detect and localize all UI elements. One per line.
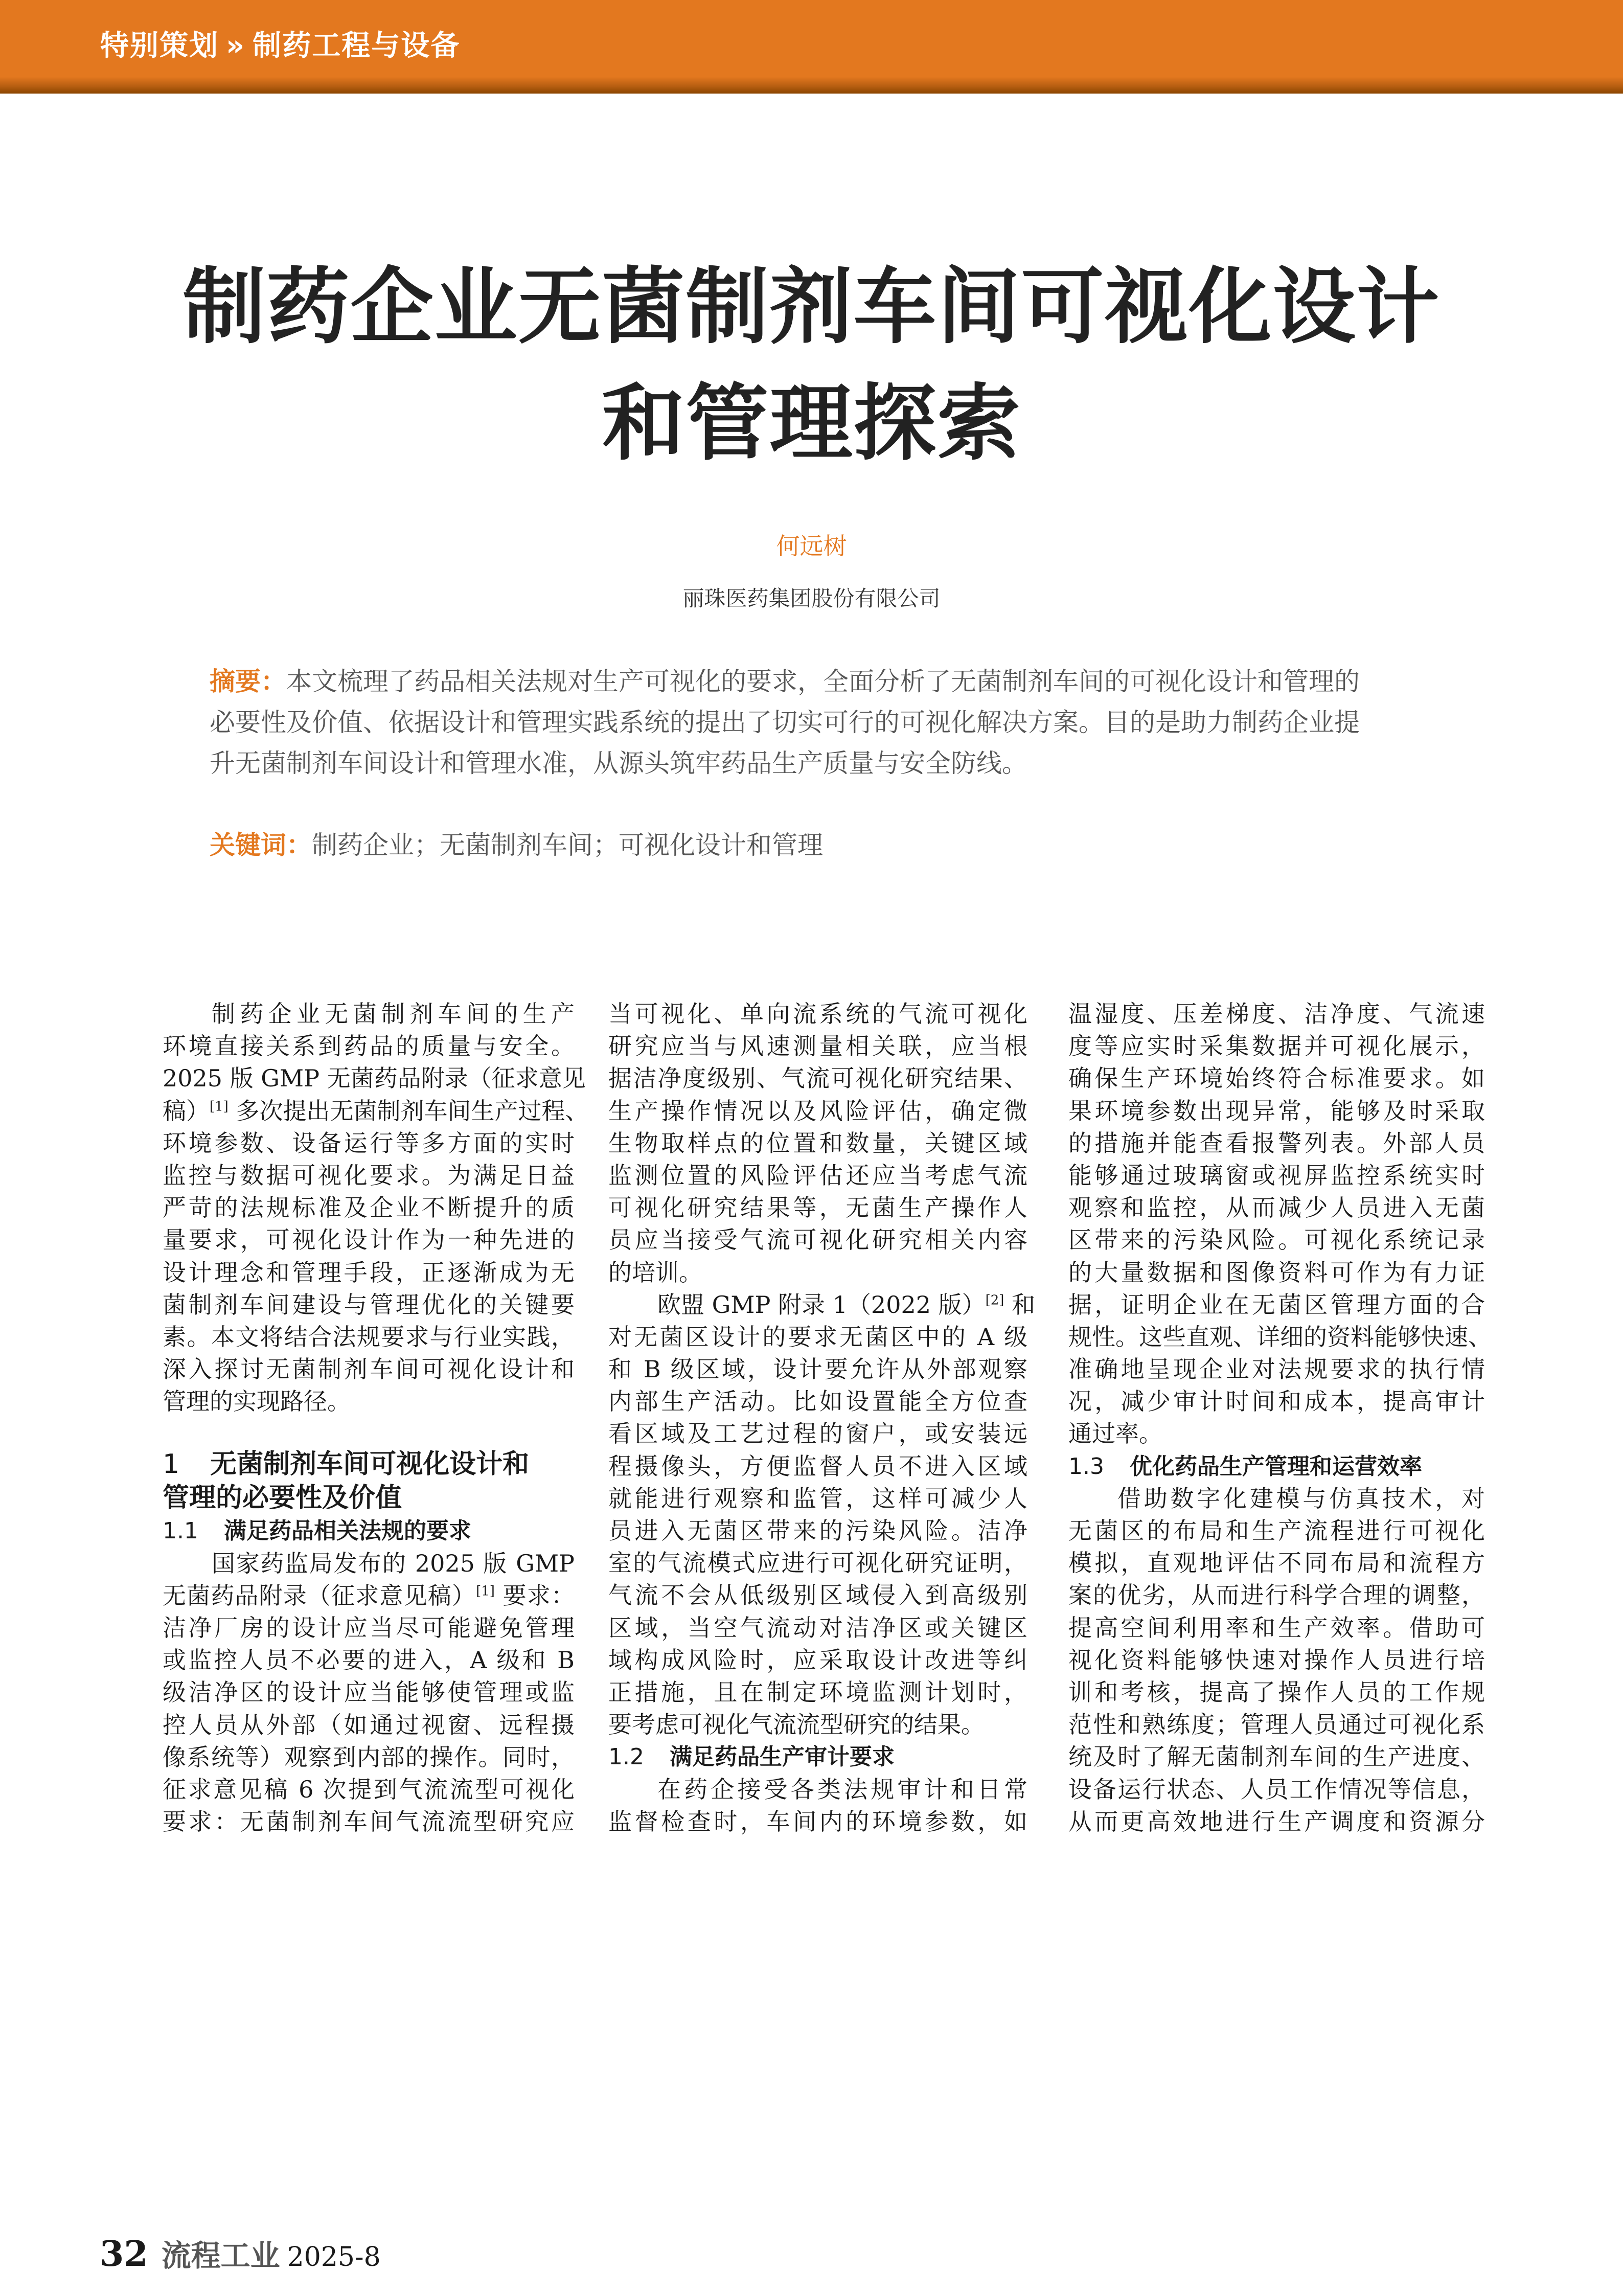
subsection-heading-text: 优化药品生产管理和运营效率 [1129, 1453, 1422, 1480]
text-line: 员应当接受气流可视化研究相关内容 [608, 1226, 1027, 1254]
text-line: 看区域及工艺过程的窗户，或安装远 [608, 1420, 1027, 1448]
text-line: 能够通过玻璃窗或视屏监控系统实时 [1068, 1161, 1485, 1189]
text-line: 国家药监局发布的 2025 版 GMP [212, 1549, 575, 1577]
subsection-number: 1.2 [608, 1744, 644, 1770]
text-line: 菌制剂车间建设与管理优化的关键要 [163, 1290, 575, 1319]
body-column-2 [608, 998, 1036, 1838]
text-span: 欧盟 GMP 附录 1（2022 版） [657, 1290, 986, 1319]
text-line: 范性和熟练度；管理人员通过可视化系 [1068, 1711, 1485, 1739]
text-line: 气流不会从低级别区域侵入到高级别 [608, 1581, 1027, 1609]
text-line: 设计理念和管理手段，正逐渐成为无 [163, 1258, 575, 1286]
text-line: 环境直接关系到药品的质量与安全。 [163, 1032, 575, 1060]
text-line: 当可视化、单向流系统的气流可视化 [608, 1000, 1027, 1028]
subsection-heading-text: 满足药品相关法规的要求 [223, 1518, 471, 1544]
text-line: 控人员从外部（如通过视窗、远程摄 [163, 1711, 575, 1739]
text-line: 的措施并能查看报警列表。外部人员 [1068, 1129, 1485, 1157]
text-line: 设备运行状态、人员工作情况等信息， [1068, 1775, 1485, 1803]
text-line: 可视化研究结果等，无菌生产操作人 [608, 1194, 1027, 1222]
keywords-label: 关键词： [210, 830, 312, 860]
paragraph [163, 998, 589, 1418]
subsection-heading-1-3 [1068, 1450, 1485, 1483]
article-title-line-1: 制药企业无菌制剂车间可视化设计 [182, 259, 1441, 355]
text-line: 从而更高效地进行生产调度和资源分 [1068, 1807, 1485, 1835]
abstract-line: 升无菌制剂车间设计和管理水准，从源头筑牢药品生产质量与安全防线。 [210, 748, 1027, 778]
text-line: 训和考核，提高了操作人员的工作规 [1068, 1678, 1485, 1706]
section-breadcrumb [100, 29, 461, 62]
text-line: 像系统等）观察到内部的操作。同时， [163, 1743, 575, 1771]
text-line: 据，证明企业在无菌区管理方面的合 [1068, 1290, 1485, 1319]
abstract-text: 本文梳理了药品相关法规对生产可视化的要求，全面分析了无菌制剂车间的可视化设计和管理的 [286, 667, 1360, 696]
text-line: 果环境参数出现异常，能够及时采取 [1068, 1097, 1485, 1125]
text-line: 区带来的污染风险。可视化系统记录 [1068, 1226, 1485, 1254]
text-line: 量要求，可视化设计作为一种先进的 [163, 1226, 575, 1254]
text-line: 借助数字化建模与仿真技术，对 [1117, 1484, 1485, 1512]
text-line: 视化资料能够快速对操作人员进行培 [1068, 1646, 1485, 1674]
text-line: 级洁净区的设计应当能够使管理或监 [163, 1678, 575, 1707]
text-line: 准确地呈现企业对法规要求的执行情 [1068, 1355, 1485, 1383]
paragraph [608, 1774, 1027, 1838]
abstract-line [210, 661, 1498, 702]
author-affiliation: 丽珠医药集团股份有限公司 [682, 586, 941, 611]
text-line: 管理的实现路径。 [163, 1388, 351, 1416]
text-line: 和 B 级区域，设计要允许从外部观察 [608, 1355, 1027, 1383]
breadcrumb-separator-icon: » [226, 29, 246, 62]
text-line: 要考虑可视化气流流型研究的结果。 [608, 1711, 985, 1739]
issue-date: 2025-8 [287, 2242, 381, 2272]
paragraph [608, 1289, 1036, 1741]
abstract-line: 必要性及价值、依据设计和管理实践系统的提出了切实可行的可视化解决方案。目的是助力制药企业提 [210, 708, 1360, 737]
text-span: 多次提出无菌制剂车间生产过程、 [228, 1097, 589, 1125]
subsection-number: 1.3 [1068, 1453, 1104, 1480]
text-line: 的培训。 [608, 1258, 702, 1286]
body-column-3 [1068, 998, 1492, 1838]
text-line: 制药企业无菌制剂车间的生产 [212, 1000, 575, 1028]
paragraph [1068, 1483, 1485, 1838]
text-line: 域构成风险时，应采取设计改进等纠 [608, 1646, 1027, 1674]
text-line: 监控与数据可视化要求。为满足日益 [163, 1161, 575, 1189]
text-line: 据洁净度级别、气流可视化研究结果、 [608, 1064, 1027, 1093]
text-line: 规性。这些直观、详细的资料能够快速、 [1068, 1323, 1492, 1351]
text-line: 程摄像头，方便监督人员不进入区域 [608, 1452, 1027, 1480]
text-line: 生产操作情况以及风险评估，确定微 [608, 1097, 1027, 1125]
section-number: 1 [163, 1449, 180, 1480]
citation-ref[interactable]: [1] [476, 1583, 495, 1599]
section-header-band [0, 0, 1623, 94]
text-line: 环境参数、设备运行等多方面的实时 [163, 1129, 575, 1157]
keywords-text: 制药企业；无菌制剂车间；可视化设计和管理 [312, 830, 823, 860]
journal-name: 流程工业 [161, 2238, 280, 2273]
text-line: 区域，当空气流动对洁净区或关键区 [608, 1613, 1027, 1642]
subsection-name: 制药工程与设备 [253, 29, 461, 62]
text-line [163, 1580, 575, 1612]
page-number: 32 [100, 2234, 148, 2275]
text-line: 况，减少审计时间和成本，提高审计 [1068, 1388, 1485, 1416]
page-footer [100, 2234, 381, 2275]
subsection-heading-1-1 [163, 1515, 575, 1547]
text-line: 监测位置的风险评估还应当考虑气流 [608, 1161, 1027, 1189]
text-line: 模拟，直观地评估不同布局和流程方 [1068, 1549, 1485, 1577]
text-line: 正措施，且在制定环境监测计划时， [608, 1678, 1027, 1706]
text-line: 在药企接受各类法规审计和日常 [657, 1775, 1027, 1803]
text-line [163, 1095, 589, 1127]
text-line: 温湿度、压差梯度、洁净度、气流速 [1068, 1000, 1485, 1028]
text-line: 生物取样点的位置和数量，关键区域 [608, 1129, 1027, 1157]
text-line: 2025 版 GMP 无菌药品附录（征求意见 [163, 1064, 586, 1093]
text-span: 稿） [163, 1097, 210, 1125]
section-heading-text: 无菌制剂车间可视化设计和 [210, 1449, 530, 1480]
text-line: 无菌区的布局和生产流程进行可视化 [1068, 1517, 1485, 1544]
text-line: 或监控人员不必要的进入，A 级和 B [163, 1646, 575, 1674]
body-column-1 [163, 998, 589, 1838]
paragraph [1068, 998, 1492, 1450]
text-line: 案的优劣，从而进行科学合理的调整， [1068, 1581, 1485, 1609]
author-name: 何远树 [776, 532, 847, 560]
text-line: 洁净厂房的设计应当尽可能避免管理 [163, 1614, 575, 1642]
text-line: 要求：无菌制剂车间气流流型研究应 [163, 1808, 575, 1836]
text-span: 要求： [494, 1581, 575, 1609]
paragraph [608, 998, 1027, 1289]
text-line: 提高空间利用率和生产效率。借助可 [1068, 1613, 1485, 1642]
text-line: 研究应当与风速测量相关联，应当根 [608, 1032, 1027, 1060]
text-line: 员进入无菌区带来的污染风险。洁净 [608, 1517, 1027, 1544]
text-line: 严苛的法规标准及企业不断提升的质 [163, 1194, 575, 1222]
text-line: 观察和监控，从而减少人员进入无菌 [1068, 1194, 1485, 1222]
text-span: 无菌药品附录（征求意见稿） [163, 1581, 476, 1609]
citation-ref[interactable]: [1] [210, 1099, 228, 1115]
text-line: 素。本文将结合法规要求与行业实践， [163, 1323, 575, 1351]
subsection-number: 1.1 [163, 1518, 198, 1544]
section-heading-1 [163, 1447, 575, 1481]
abstract [210, 661, 1498, 784]
text-line: 通过率。 [1068, 1420, 1162, 1448]
text-line: 就能进行观察和监管，这样可减少人 [608, 1484, 1027, 1512]
text-line: 确保生产环境始终符合标准要求。如 [1068, 1064, 1485, 1093]
subsection-heading-1-2 [608, 1741, 1027, 1773]
text-line: 统及时了解无菌制剂车间的生产进度、 [1068, 1743, 1485, 1771]
text-line: 的大量数据和图像资料可作为有力证 [1068, 1258, 1485, 1286]
text-line: 内部生产活动。比如设置能全方位查 [608, 1388, 1027, 1416]
text-span: 和 [1004, 1290, 1036, 1319]
section-name: 特别策划 [100, 29, 219, 62]
text-line: 室的气流模式应进行可视化研究证明， [608, 1549, 1027, 1577]
text-line: 度等应实时采集数据并可视化展示， [1068, 1032, 1485, 1060]
text-line: 深入探讨无菌制剂车间可视化设计和 [163, 1355, 575, 1383]
subsection-heading-text: 满足药品生产审计要求 [669, 1744, 895, 1770]
text-line: 对无菌区设计的要求无菌区中的 A 级 [608, 1323, 1027, 1351]
keywords [210, 832, 823, 858]
section-heading-1-cont: 管理的必要性及价值 [163, 1483, 402, 1514]
article-title-line-2: 和管理探索 [602, 376, 1021, 472]
abstract-label: 摘要： [210, 667, 286, 696]
text-line: 征求意见稿 6 次提到气流流型可视化 [163, 1775, 575, 1803]
text-line [608, 1289, 1036, 1321]
paragraph [163, 1548, 575, 1838]
citation-ref[interactable]: [2] [985, 1292, 1004, 1308]
text-line: 监督检查时，车间内的环境参数，如 [608, 1807, 1027, 1835]
